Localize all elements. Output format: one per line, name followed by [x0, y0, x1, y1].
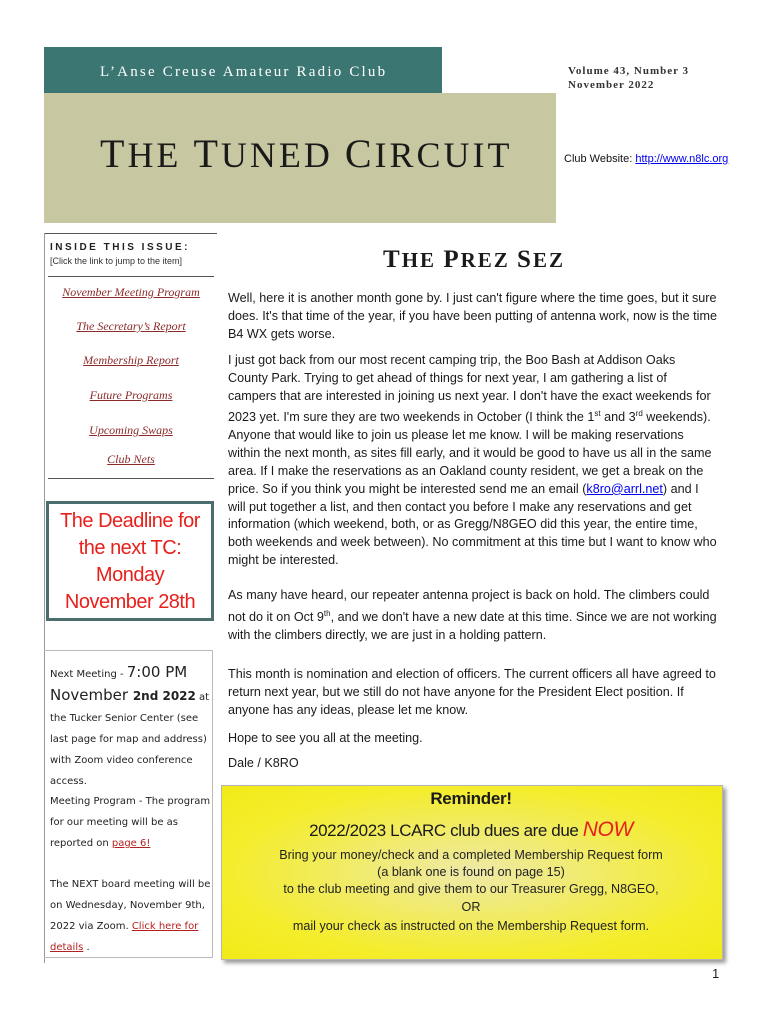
website-link[interactable]: http://www.n8lc.org	[635, 153, 729, 165]
section-heading: THE PREZ SEZ	[383, 246, 565, 273]
reminder-line: Bring your money/check and a completed Membership Request form	[279, 848, 663, 862]
reminder-line: (a blank one is found on page 15)	[377, 865, 565, 879]
club-name: L’Anse Creuse Amateur Radio Club	[100, 64, 388, 80]
zoom-details-link[interactable]: Click here for details	[50, 921, 199, 953]
inside-issue-subheading: [Click the link to jump to the item]	[50, 256, 183, 266]
reminder-line: mail your check as instructed on the Membership Request form.	[292, 919, 650, 933]
page-6-link[interactable]: page 6!	[111, 838, 151, 849]
club-website: Club Website: http://www.n8lc.org	[564, 153, 729, 165]
toc-link-membership-report[interactable]: Membership Report	[83, 353, 179, 367]
article-paragraph: As many have heard, our repeater antenna project is back on hold. The climbers could not do it on Oct 9th, and we don't have a new date at this time. Since we are not working with the climbers directly, we are just in a holding pattern.	[228, 588, 717, 642]
reminder-line: OR	[461, 900, 481, 914]
toc-link-club-nets[interactable]: Club Nets	[107, 452, 155, 466]
sidebar-top-rule	[44, 233, 217, 234]
article-paragraph: This month is nomination and election of officers. The current officers all have agreed to return next year, but we still do not have anyone for the President Elect position. If anyone has any ideas, please let me know.	[228, 667, 716, 717]
toc-link-upcoming-swaps[interactable]: Upcoming Swaps	[89, 423, 173, 437]
newsletter-title: THE TUNED CIRCUIT	[100, 131, 513, 176]
issue-info	[568, 64, 689, 92]
article-signature: Dale / K8RO	[228, 756, 299, 770]
sidebar-rule	[48, 276, 214, 277]
sidebar-rule	[48, 478, 214, 479]
toc-link-secretary-report[interactable]: The Secretary’s Report	[76, 319, 186, 333]
volume-number: Volume 43, Number 3	[568, 65, 690, 77]
article-paragraph: I just got back from our most recent camping trip, the Boo Bash at Addison Oaks County Park. Trying to get ahead of things for next year, I am gathering a list of campers that are interested in joining us next year. I don't have the exact weekends for 2023 yet. I'm sure they are two weekends in October (I think the 1st and 3rd weekends). Anyone that would like to join us please let me know. I will be making reservations within the next month, as sites fill early, and it would be good to have us all in the same area. If I make the reservations as an Oakland county resident, we get a break on the price. So if you think you might be interested send me an email (k8ro@arrl.net) and I will put together a list, and then contact you before I make any reservations and get information (which weekend, both, or as Gregg/N8GEO did this year, the entire time, both weekends and week between). No commitment at this time but I want to know who might be interested.	[228, 353, 717, 567]
meeting-program-info: Meeting Program - The program for our meeting will be as reported on page 6!	[50, 796, 211, 849]
issue-date: November 2022	[568, 79, 655, 91]
reminder-line: to the club meeting and give them to our Treasurer Gregg, N8GEO,	[283, 882, 659, 896]
article-paragraph: Well, here it is another month gone by. I just can't figure where the time goes, but it sure does. It's that time of the year, if you have been putting of antenna work, now is the time B4 WX gets worse.	[228, 291, 717, 341]
article-paragraph: Hope to see you all at the meeting.	[228, 731, 423, 745]
reminder-heading: Reminder!	[430, 789, 512, 808]
board-meeting-info: The NEXT board meeting will be on Wednesday, November 9th, 2022 via Zoom. Click here for details .	[50, 879, 211, 953]
toc-link-november-meeting[interactable]: November Meeting Program	[62, 285, 200, 299]
toc-link-future-programs[interactable]: Future Programs	[89, 388, 173, 402]
email-link[interactable]: k8ro@arrl.net	[586, 481, 663, 496]
next-meeting-info: Next Meeting - 7:00 PM November 2nd 2022 at the Tucker Senior Center (see last page for map and address) with Zoom video conference access.	[50, 663, 210, 787]
inside-issue-heading: INSIDE THIS ISSUE:	[50, 242, 191, 253]
page-number: 1	[712, 966, 720, 981]
deadline-notice: The Deadline for the next TC: Monday November 28th	[60, 510, 200, 613]
dues-notice: 2022/2023 LCARC club dues are due NOW	[309, 818, 633, 841]
